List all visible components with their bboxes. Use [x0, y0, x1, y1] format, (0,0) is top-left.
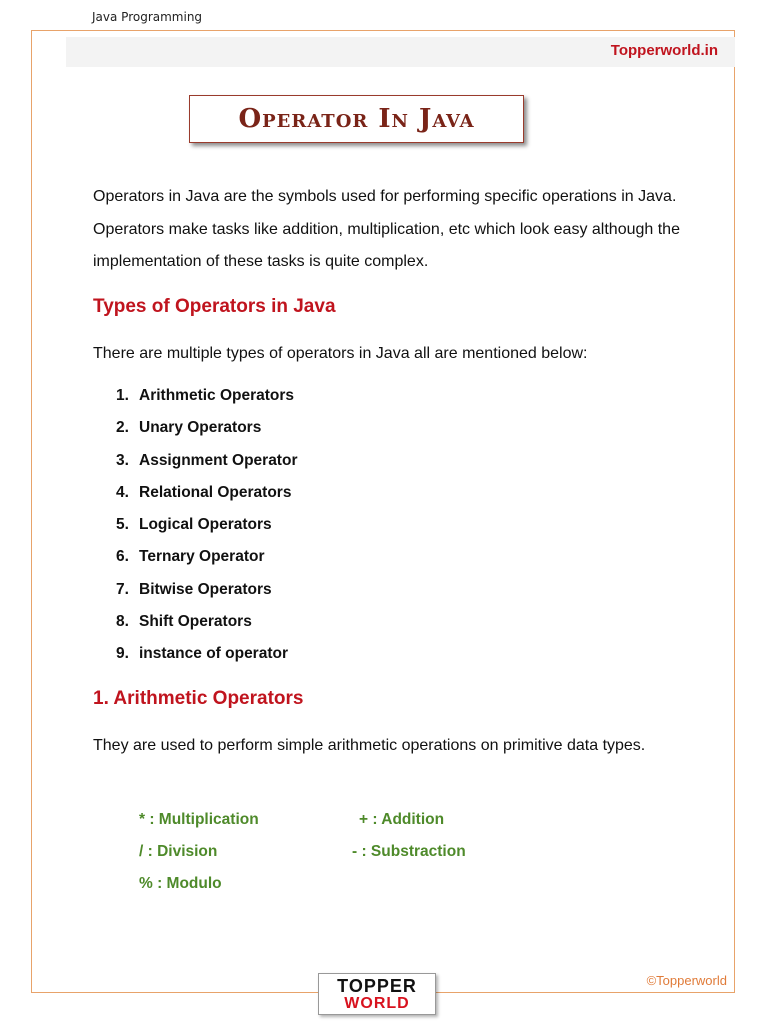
types-heading: Types of Operators in Java	[93, 296, 336, 317]
copyright-notice: ©Topperworld	[646, 973, 727, 988]
list-item-label: Relational Operators	[139, 483, 292, 501]
multiplication-operator: * : Multiplication	[139, 811, 259, 828]
list-item-number: 8.	[116, 613, 129, 631]
list-item-label: Assignment Operator	[139, 451, 298, 469]
list-item	[116, 511, 297, 543]
list-item	[116, 414, 297, 446]
addition-operator: + : Addition	[359, 811, 445, 828]
list-item-number: 5.	[116, 516, 129, 534]
running-head: Java Programming	[92, 10, 203, 24]
list-item-label: Logical Operators	[139, 516, 272, 534]
list-item-number: 4.	[116, 483, 129, 501]
title-box	[189, 95, 524, 143]
list-item-number: 3.	[116, 451, 129, 469]
list-item	[116, 576, 297, 608]
logo-top-text: TOPPER	[337, 976, 417, 996]
arithmetic-intro-paragraph: They are used to perform simple arithmetic operations on primitive data types.	[93, 737, 646, 754]
list-item-label: Shift Operators	[139, 613, 252, 631]
list-item-number: 6.	[116, 548, 129, 566]
division-operator: / : Division	[139, 843, 218, 860]
list-item-label: Ternary Operator	[139, 548, 265, 566]
page-title: Operator In Java	[238, 104, 475, 134]
list-item	[116, 640, 297, 672]
site-name[interactable]: Topperworld.in	[610, 42, 718, 59]
types-intro-paragraph: There are multiple types of operators in Java all are mentioned below:	[93, 345, 588, 362]
subtraction-operator: - : Substraction	[352, 843, 466, 860]
list-item-number: 9.	[116, 645, 129, 663]
intro-paragraph: Operators in Java are the symbols used for performing specific operations in Java. Operators make tasks like addition, multiplication, etc which look easy although the implementation of these tasks is quite complex.	[93, 188, 680, 270]
modulo-operator: % : Modulo	[139, 875, 222, 892]
list-item-number: 7.	[116, 580, 129, 598]
list-item-number: 2.	[116, 419, 129, 437]
list-item	[116, 382, 297, 414]
list-item-number: 1.	[116, 387, 129, 404]
logo-bottom-text: WORLD	[344, 995, 410, 1012]
topper-world-logo	[318, 973, 436, 1015]
arithmetic-heading: 1. Arithmetic Operators	[93, 688, 304, 709]
list-item-label: Unary Operators	[139, 419, 262, 437]
list-item-label: Bitwise Operators	[139, 580, 272, 598]
list-item	[116, 479, 297, 511]
list-item	[116, 543, 297, 575]
list-item	[116, 608, 297, 640]
list-item-label: instance of operator	[139, 645, 288, 663]
operator-types-list	[116, 382, 297, 673]
list-item-label: Arithmetic Operators	[139, 387, 295, 404]
list-item	[116, 447, 297, 479]
